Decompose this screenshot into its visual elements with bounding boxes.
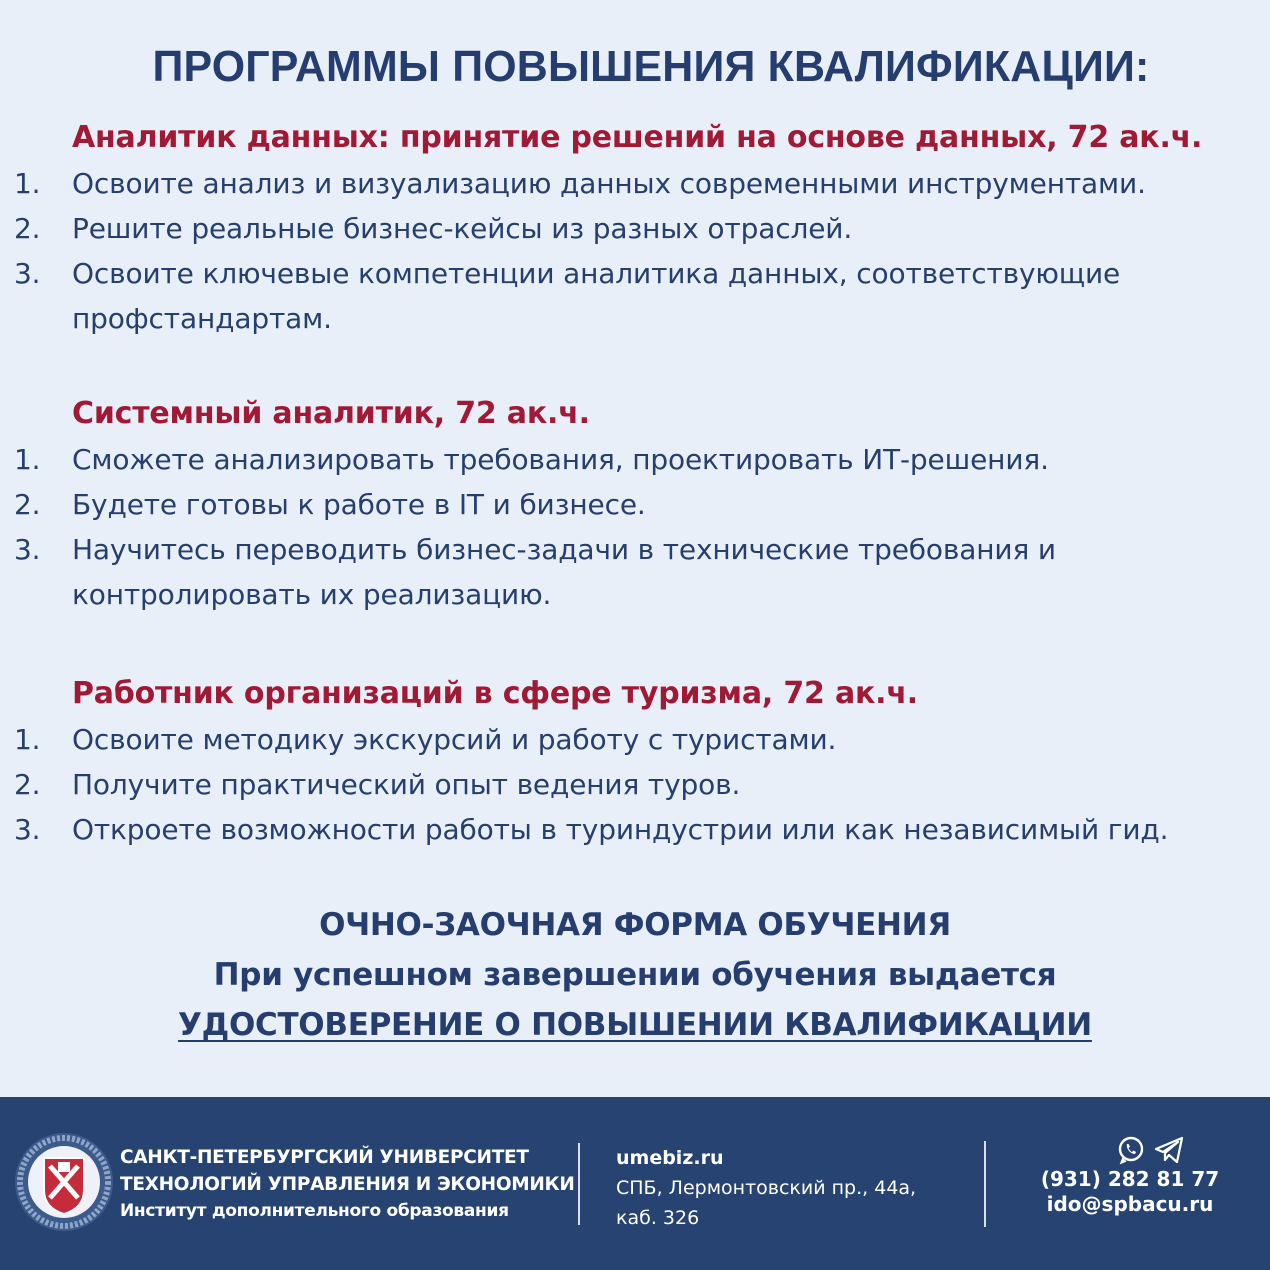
study-info [0,900,1270,1050]
list-item [0,161,1270,206]
list-item [0,762,1270,807]
list-number: 3. [14,257,41,290]
study-form: ОЧНО-ЗАОЧНАЯ ФОРМА ОБУЧЕНИЯ [319,907,951,943]
list-number: 1. [14,443,41,476]
program-benefits-list [0,437,1270,617]
list-item-text: Освоите ключевые компетенции аналитика данных, соответствующие профстандартам. [72,257,1121,335]
program-benefits-list [0,717,1270,852]
email-address[interactable]: ido@spbacu.ru [1046,1192,1214,1216]
list-item-text: Сможете анализировать требования, проектировать ИТ-решения. [72,443,1049,476]
completion-note: При успешном завершении обучения выдается [213,957,1057,993]
phone-number[interactable]: (931) 282 81 77 [1040,1167,1220,1191]
address-block [616,1143,916,1233]
address-room: каб. 326 [616,1207,700,1229]
list-item [0,251,1212,341]
institute-name: Институт дополнительного образования [120,1201,509,1221]
certificate-name: УДОСТОВЕРЕНИЕ О ПОВЫШЕНИИ КВАЛИФИКАЦИИ [178,1007,1092,1043]
page-title: ПРОГРАММЫ ПОВЫШЕНИЯ КВАЛИФИКАЦИИ: [152,42,1150,91]
program-benefits-list [0,161,1270,341]
list-item [0,527,1212,617]
list-item-text: Решите реальные бизнес-кейсы из разных отраслей. [72,212,853,245]
messenger-icons [1050,1133,1250,1167]
university-logo-icon [14,1132,114,1232]
list-item [0,206,1270,251]
telegram-icon[interactable] [1153,1135,1185,1165]
list-item [0,482,1270,527]
list-item [0,807,1270,852]
website-link[interactable]: umebiz.ru [616,1147,724,1169]
list-item-text: Будете готовы к работе в IT и бизнесе. [72,488,646,521]
footer [0,1097,1270,1270]
list-item [0,717,1270,762]
program-heading: Системный аналитик, 72 ак.ч. [72,396,590,431]
university-name-line1: САНКТ-ПЕТЕРБУРГСКИЙ УНИВЕРСИТЕТ [120,1147,529,1168]
list-number: 2. [14,768,41,801]
list-number: 1. [14,723,41,756]
program-heading: Работник организаций в сфере туризма, 72 ак.ч. [72,676,918,711]
list-item-text: Откроете возможности работы в туриндустрии или как независимый гид. [72,813,1169,846]
list-item [0,437,1270,482]
list-item-text: Освоите анализ и визуализацию данных современными инструментами. [72,167,1146,200]
university-name [120,1144,575,1225]
list-number: 3. [14,533,41,566]
university-name-line2: ТЕХНОЛОГИЙ УПРАВЛЕНИЯ И ЭКОНОМИКИ [120,1174,575,1195]
whatsapp-icon[interactable] [1115,1134,1147,1166]
footer-divider [578,1143,580,1225]
list-item-text: Научитесь переводить бизнес-задачи в технические требования и контролировать их реализацию. [72,533,1056,611]
program-data-analyst [0,120,1270,341]
list-item-text: Получите практический опыт ведения туров. [72,768,741,801]
footer-divider [984,1141,986,1227]
list-number: 3. [14,813,41,846]
list-number: 1. [14,167,41,200]
contacts-block [1010,1133,1250,1217]
program-heading: Аналитик данных: принятие решений на основе данных, 72 ак.ч. [72,120,1203,155]
program-system-analyst [0,396,1270,617]
list-number: 2. [14,488,41,521]
list-item-text: Освоите методику экскурсий и работу с туристами. [72,723,837,756]
list-number: 2. [14,212,41,245]
address-line: СПБ, Лермонтовский пр., 44а, [616,1177,917,1199]
program-tourism-worker [0,676,1270,852]
